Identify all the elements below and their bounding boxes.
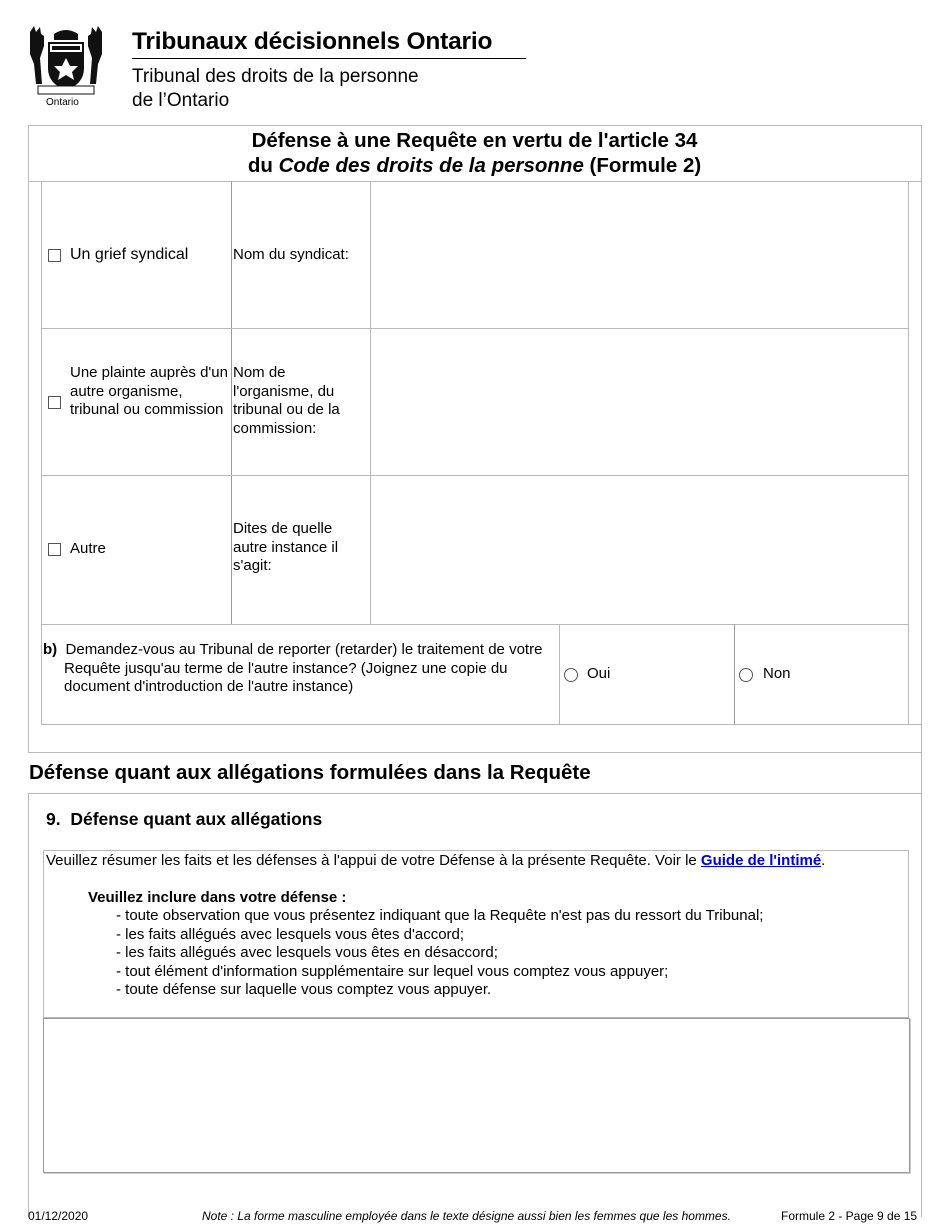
- defence-answer-textarea[interactable]: [43, 1018, 910, 1173]
- section-box-bottom: [28, 793, 922, 794]
- instructions-box: [43, 850, 909, 1018]
- form-title-line1: Défense à une Requête en vertu de l'article 34: [251, 129, 698, 152]
- qb-divider-2: [734, 624, 735, 725]
- table-left-border: [41, 181, 42, 725]
- union-grievance-checkbox[interactable]: [48, 249, 61, 262]
- form-title-prefix: du: [247, 154, 279, 177]
- question-9-number: 9.: [46, 809, 61, 829]
- section-title: Défense quant aux allégations formulées dans la Requête: [29, 761, 591, 784]
- page-frame-left-lower: [28, 793, 29, 1217]
- instructions-intro-end: .: [821, 852, 826, 869]
- row-divider-3: [41, 624, 908, 625]
- question-9-title: [46, 809, 322, 830]
- list-item: - toute défense sur laquelle vous comptez vous appuyer.: [116, 981, 492, 998]
- other-body-complaint-checkbox[interactable]: [48, 396, 61, 409]
- defer-yes-radio[interactable]: [564, 668, 578, 682]
- question-b-line2: Requête jusqu'au terme de l'autre instance? (Joignez une copie du: [64, 659, 508, 677]
- ontario-logo: [24, 24, 108, 110]
- page-frame-left: [28, 125, 29, 752]
- defer-no-radio[interactable]: [739, 668, 753, 682]
- organization-title: Tribunaux décisionnels Ontario: [132, 28, 493, 55]
- list-item: - toute observation que vous présentez indiquant que la Requête n'est pas du ressort du Tribunal;: [116, 907, 764, 924]
- tribunal-name-line2: de l’Ontario: [132, 90, 230, 111]
- other-proceeding-description-label: Dites de quelle autre instance il s'agit:: [233, 520, 339, 574]
- header-rule: [132, 58, 526, 59]
- table-col-divider-1: [231, 181, 232, 624]
- instructions-intro: [46, 852, 910, 871]
- form-title-line2: [28, 153, 921, 178]
- form-title-code-name: Code des droits de la personne: [278, 154, 584, 177]
- union-name-label: Nom du syndicat:: [233, 246, 349, 263]
- other-proceeding-checkbox[interactable]: [48, 543, 61, 556]
- union-name-input[interactable]: [371, 182, 907, 328]
- form-title: [28, 128, 921, 178]
- ontario-coat-of-arms-icon: [24, 24, 108, 98]
- question-b: [43, 641, 563, 697]
- instructions-intro-text: Veuillez résumer les faits et les défenses à l'appui de votre Défense à la présente Requête. Voir le: [46, 852, 701, 869]
- logo-text: Ontario: [46, 97, 79, 108]
- table-bottom-border: [41, 724, 921, 725]
- defer-yes-label: Oui: [587, 665, 611, 682]
- include-list: [116, 907, 906, 1000]
- other-body-complaint-label: Une plainte auprès d'un autre organisme, tribunal ou commission: [70, 364, 228, 418]
- question-b-line3: document d'introduction de l'autre instance): [64, 678, 354, 695]
- list-item: - les faits allégués avec lesquels vous êtes d'accord;: [116, 925, 465, 943]
- union-grievance-label: Un grief syndical: [70, 246, 189, 263]
- page-frame-right: [921, 125, 922, 1217]
- section-box-top: [28, 752, 922, 753]
- footer-page-number: Formule 2 - Page 9 de 15: [781, 1209, 918, 1223]
- title-box-top: [28, 125, 922, 126]
- tribunal-name-line1: Tribunal des droits de la personne: [132, 66, 419, 87]
- other-body-name-input[interactable]: [371, 329, 907, 475]
- question-b-marker: b): [43, 641, 58, 658]
- list-item: - les faits allégués avec lesquels vous êtes en désaccord;: [116, 944, 498, 961]
- form-title-suffix: (Formule 2): [583, 154, 702, 177]
- respondent-guide-link[interactable]: Guide de l'intimé: [700, 852, 822, 869]
- include-heading: Veuillez inclure dans votre défense :: [88, 889, 347, 906]
- other-proceeding-input[interactable]: [371, 476, 907, 624]
- table-right-border: [908, 181, 909, 725]
- question-b-line1: Demandez-vous au Tribunal de reporter (retarder) le traitement de votre: [65, 641, 543, 658]
- footer-note: Note : La forme masculine employée dans le texte désigne aussi bien les femmes que les hommes.: [202, 1209, 731, 1223]
- question-9-label: Défense quant aux allégations: [70, 809, 323, 829]
- footer-date: 01/12/2020: [28, 1209, 89, 1223]
- defer-no-label: Non: [763, 665, 791, 682]
- other-body-name-label: Nom de l'organisme, du tribunal ou de la commission:: [233, 364, 340, 437]
- list-item: - tout élément d'information supplémentaire sur lequel vous comptez vous appuyer;: [116, 962, 669, 980]
- other-proceeding-label: Autre: [70, 540, 106, 557]
